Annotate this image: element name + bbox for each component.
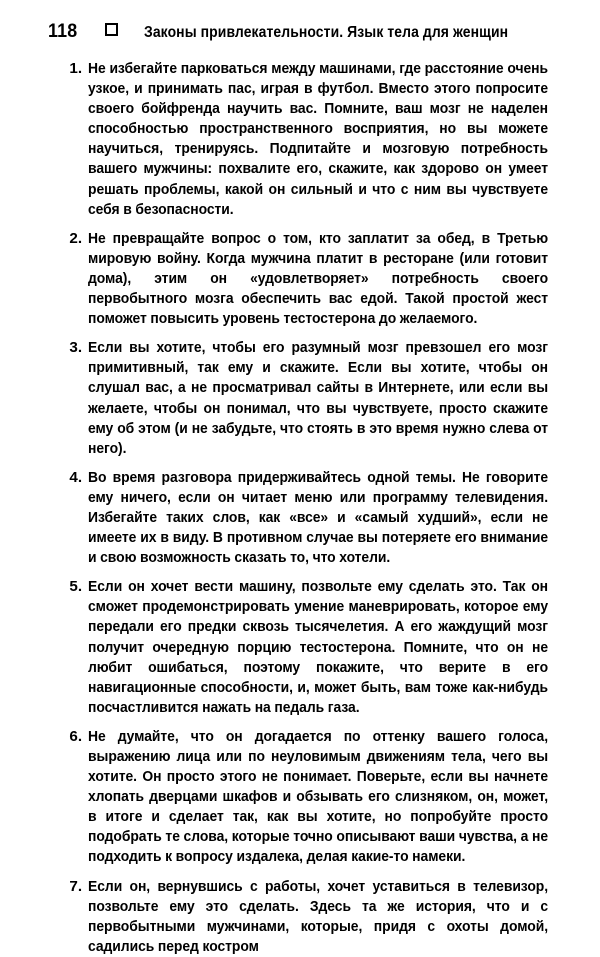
list-item-text: Не избегайте парковаться между машинами, где расстояние очень узкое, и принимать пас, играя в футбол. Вместо этого попросите своего бойфренда научить вас. Помните, ваш мозг не наделен способностью пространственного восприятия, но вы можете научиться, тренируясь. Подпитайте и мозговую потребность вашего мужчины: похвалите его, скажите, как здорово он умеет решать проблемы, какой он сильный и что с ним вы чувствуете себя в безопасности. [88,60,549,218]
list-item-marker: 2. [69,229,82,247]
list-item-text: Если он, вернувшись с работы, хочет уставиться в телевизор, позвольте ему это сделать. Здесь та же история, что и с первобытными мужчинами, которые, придя с охоты домой, садились перед костром [88,877,549,955]
list-item-marker: 3. [69,339,82,357]
numbered-list [0,59,600,957]
list-item-text: Если он хочет вести машину, позвольте ему сделать это. Так он сможет продемонстрировать умение маневрировать, которое ему передали его предки сквозь тысячелетия. А его жаждущий мозг получит очередную порцию тестостерона. Помните, что он не любит ошибаться, поэтому покажите, что верите в его навигационные способности, и, может быть, вам тоже как-нибудь посчастливится нажать на педаль газа. [88,578,549,716]
list-item-marker: 1. [69,60,82,77]
list-item-text: Не превращайте вопрос о том, кто заплатит за обед, в Третью мировую войну. Когда мужчина платит в ресторане (или готовит дома), этим он «удовлетворяет» потребность своего первобытного мозга обеспечить вас едой. Такой простой жест поможет повысить уровень тестостерона до желаемого. [88,229,549,328]
list-item-text: Во время разговора придерживайтесь одной темы. Не говорите ему ничего, если он читает меню или программу телевидения. Избегайте таких слов, как «все» и «самый худший», если не имеете их в виду. В противном случае вы потеряете его внимание и свою возможность сказать то, что хотели. [88,468,549,567]
running-title: Законы привлекательности. Язык тела для женщин [144,24,509,41]
list-item-text: Не думайте, что он догадается по оттенку вашего голоса, выражению лица или по неуловимым движениям тела, чего вы хотите. Он просто этого не понимает. Поверьте, если вы начнете хлопать дверцами шкафов и обзывать его слизняком, он, может, в итоге и сделает так, как вы хотите, но попробуйте просто подобрать те слова, которые точно описывают ваши чувства, а не подходить к вопросу издалека, делая какие-то намеки. [88,727,549,866]
list-item-marker: 5. [69,578,82,596]
list-item [0,727,600,868]
list-item [0,59,600,220]
list-item [0,877,600,957]
square-box-icon [105,23,118,36]
running-head [48,22,549,41]
list-item [0,577,600,718]
list-item-marker: 7. [69,877,82,895]
list-item [0,229,600,329]
list-item-marker: 6. [69,727,82,745]
page-number: 118 [48,21,78,42]
list-item-text: Если вы хотите, чтобы его разумный мозг превзошел его мозг примитивный, так ему и скажите. Если вы хотите, чтобы он слушал вас, а не просматривал сайты в Интернете, или если вы желаете, чтобы он понимал, что вы чувствуете, просто скажите ему об этом (и не забудьте, что стоять в это время нужно слева от него). [88,339,549,457]
list-item-marker: 4. [69,468,82,486]
list-item [0,468,600,568]
list-item [0,338,600,459]
